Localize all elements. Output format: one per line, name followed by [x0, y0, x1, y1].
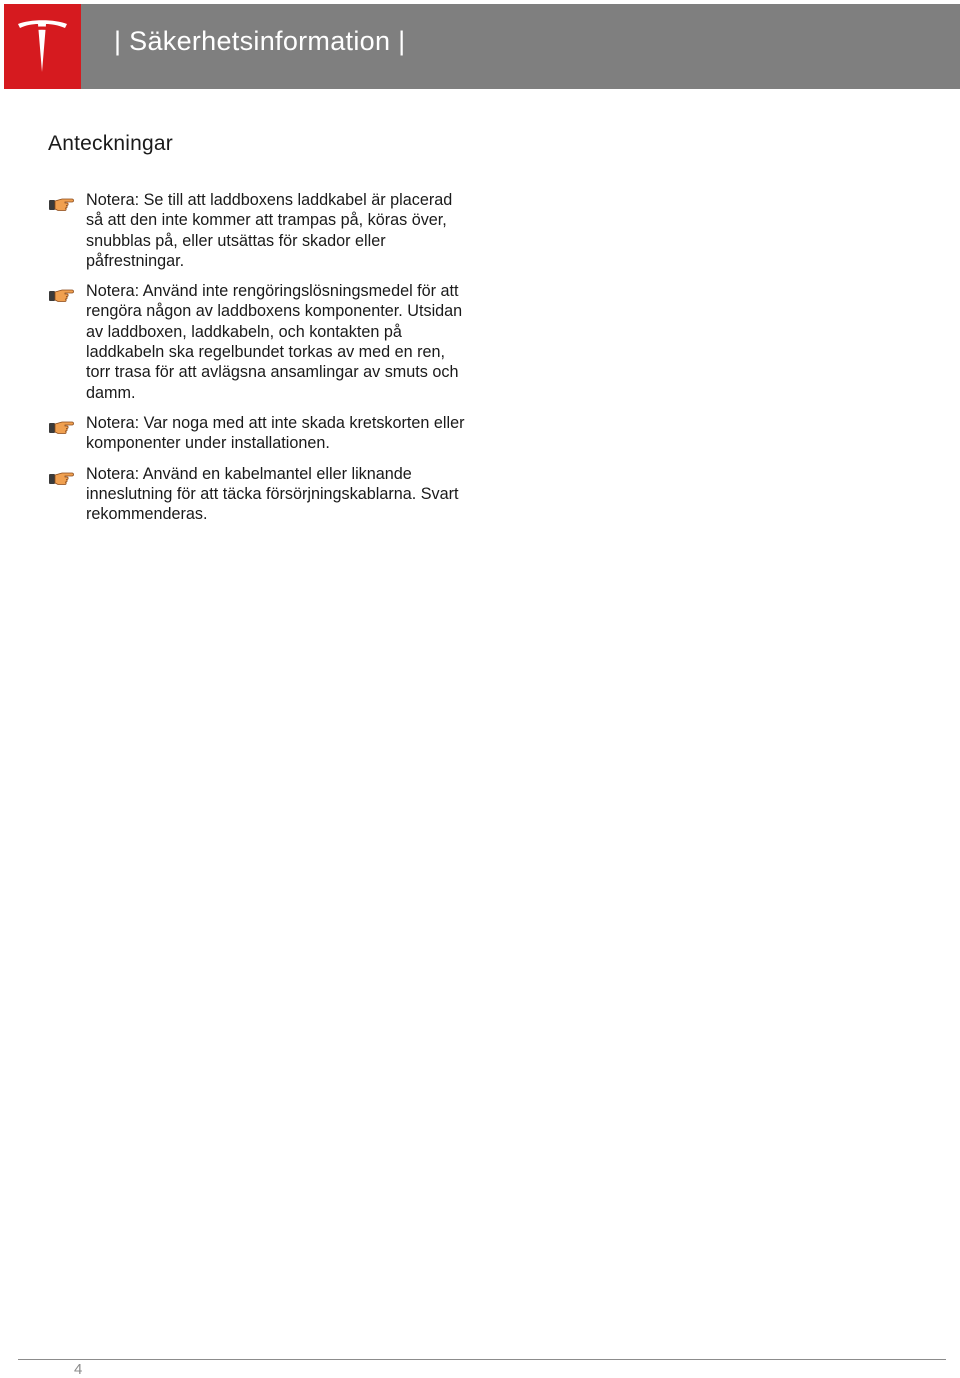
note-item	[48, 413, 468, 454]
note-label: Notera:	[86, 191, 140, 209]
notes-list	[48, 190, 468, 534]
page-title	[114, 26, 405, 57]
pointing-hand-icon	[48, 469, 76, 487]
note-label: Notera:	[86, 282, 140, 301]
note-text: Använd en kabelmantel eller liknande inneslutning för att täcka försörjningskablarna. Svart rekommenderas.	[86, 464, 459, 524]
footer-divider	[18, 1359, 946, 1360]
note-item	[48, 281, 468, 403]
tesla-logo-icon	[16, 18, 69, 74]
note-label: Notera:	[86, 413, 140, 432]
note-item	[48, 464, 468, 525]
title-separator-left: |	[114, 26, 122, 56]
section-title: Anteckningar	[48, 132, 173, 155]
pointing-hand-icon	[48, 195, 76, 213]
pointing-hand-icon	[48, 286, 76, 304]
brand-logo	[4, 4, 81, 89]
page-number: 4	[74, 1361, 83, 1378]
note-text: Se till att laddboxens laddkabel är placerad så att den inte kommer att trampas på, köras över, snubblas på, eller utsättas för skador eller påfrestningar.	[86, 191, 453, 270]
page-header	[4, 4, 960, 89]
note-item	[48, 190, 468, 271]
note-text: Var noga med att inte skada kretskorten eller komponenter under installationen.	[86, 413, 465, 453]
note-label: Notera:	[86, 464, 140, 483]
page-title-text: Säkerhetsinformation	[129, 26, 391, 56]
pointing-hand-icon	[48, 418, 76, 436]
note-text: Använd inte rengöringslösningsmedel för att rengöra någon av laddboxens komponenter. Utsidan av laddboxen, laddkabeln, och kontakten på laddkabeln ska regelbundet torkas av med en ren, torr trasa för att avlägsna ansamlingar av smuts och damm.	[86, 282, 463, 402]
title-separator-right: |	[398, 26, 406, 56]
